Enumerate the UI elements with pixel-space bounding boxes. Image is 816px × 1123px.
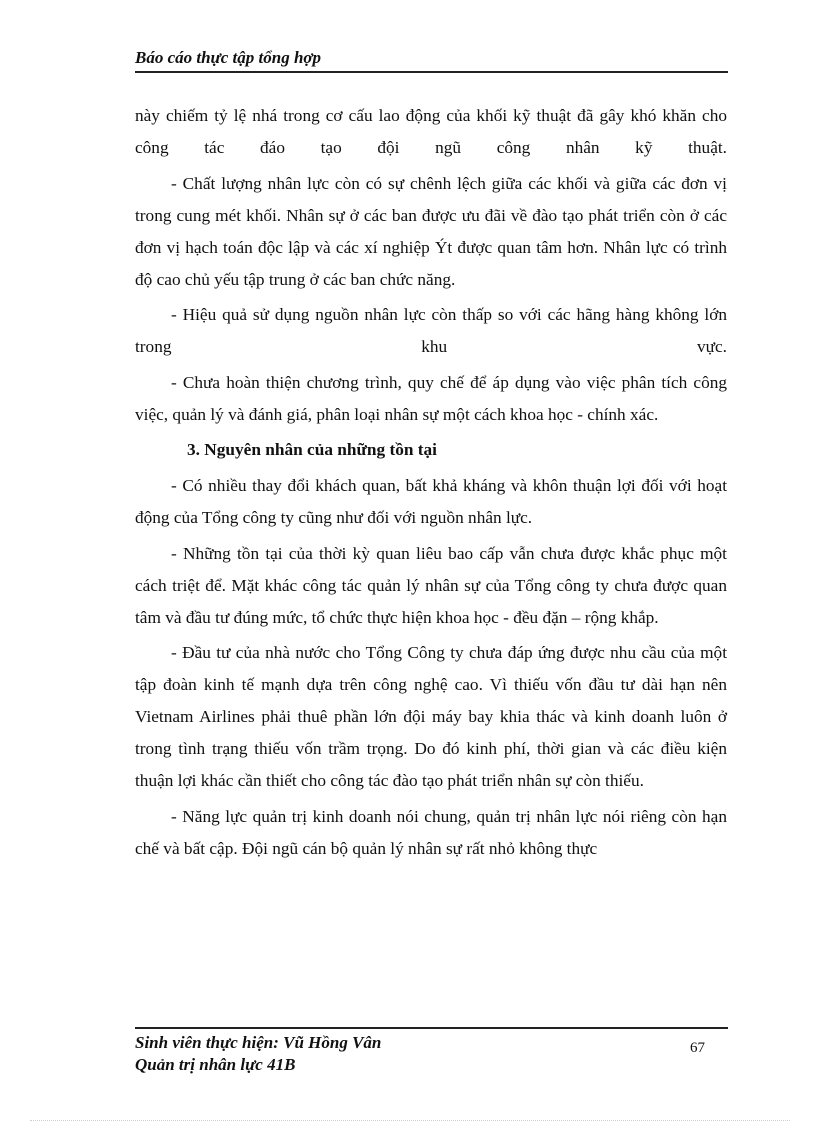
- page-header-title: Báo cáo thực tập tổng hợp: [135, 48, 728, 73]
- paragraph-training-difficulty: này chiếm tỷ lệ nhá trong cơ cấu lao động của khối kỹ thuật đã gây khó khăn cho công tác đáo tạo đội ngũ công nhân kỹ thuật.: [135, 106, 727, 157]
- paragraph-subsidy-legacy: - Những tồn tại của thời kỳ quan liêu bao cấp vẫn chưa được khắc phục một cách triệt để. Mặt khác công tác quản lý nhân sự của Tổng công ty chưa được quan tâm và đầu tư đúng mức, tổ chức thực hiện khoa học - đều đặn – rộng khắp.: [135, 543, 727, 627]
- paragraph-quality-gap: - Chất lượng nhân lực còn có sự chênh lệch giữa các khối và giữa các đơn vị trong cung mét khối. Nhân sự ở các ban được ưu đãi về đào tạo phát triển còn ở các đơn vị hạch toán độc lập và các xí nghiệp Ýt được quan tâm hơn. Nhân lực có trình độ cao chủ yếu tập trung ở các ban chức năng.: [135, 173, 727, 289]
- footer-student-name: Sinh viên thực hiện: Vũ Hồng Vân: [135, 1033, 382, 1052]
- paragraph-management-capacity: - Năng lực quản trị kinh doanh nói chung, quản trị nhân lực nói riêng còn hạn chế và bất cập. Đội ngũ cán bộ quản lý nhân sự rất nhỏ không thực: [135, 806, 727, 858]
- page-number: 67: [690, 1040, 705, 1056]
- paragraph-objective-changes: - Có nhiều thay đổi khách quan, bất khả kháng và khôn thuận lợi đối với hoạt động của Tổng công ty cũng như đối với nguồn nhân lực.: [135, 476, 727, 527]
- footer-class: Quản trị nhân lực 41B: [135, 1055, 296, 1074]
- page-bottom-divider: [30, 1120, 790, 1121]
- footer-author-block: [135, 1032, 381, 1076]
- document-body: [135, 100, 727, 868]
- paragraph-regulations: - Chưa hoàn thiện chương trình, quy chế để áp dụng vào việc phân tích công việc, quản lý và đánh giá, phân loại nhân sự một cách khoa học - chính xác.: [135, 372, 727, 424]
- paragraph-state-investment: - Đầu tư của nhà nước cho Tổng Công ty chưa đáp ứng được nhu cầu của một tập đoàn kinh tế mạnh dựa trên công nghệ cao. Vì thiếu vốn đầu tư dài hạn nên Vietnam Airlines phải thuê phần lớn đội máy bay khia thác và kinh doanh luôn ở trong tình trạng thiếu vốn trầm trọng. Do đó kinh phí, thời gian và các điều kiện thuận lợi khác cần thiết cho công tác đào tạo phát triển nhân sự còn thiếu.: [135, 643, 727, 790]
- footer-divider: [135, 1027, 728, 1029]
- paragraph-efficiency: - Hiệu quả sử dụng nguồn nhân lực còn thấp so với các hãng hàng không lớn trong khu vực.: [135, 305, 727, 356]
- section-heading-causes: 3. Nguyên nhân của những tồn tại: [187, 440, 437, 459]
